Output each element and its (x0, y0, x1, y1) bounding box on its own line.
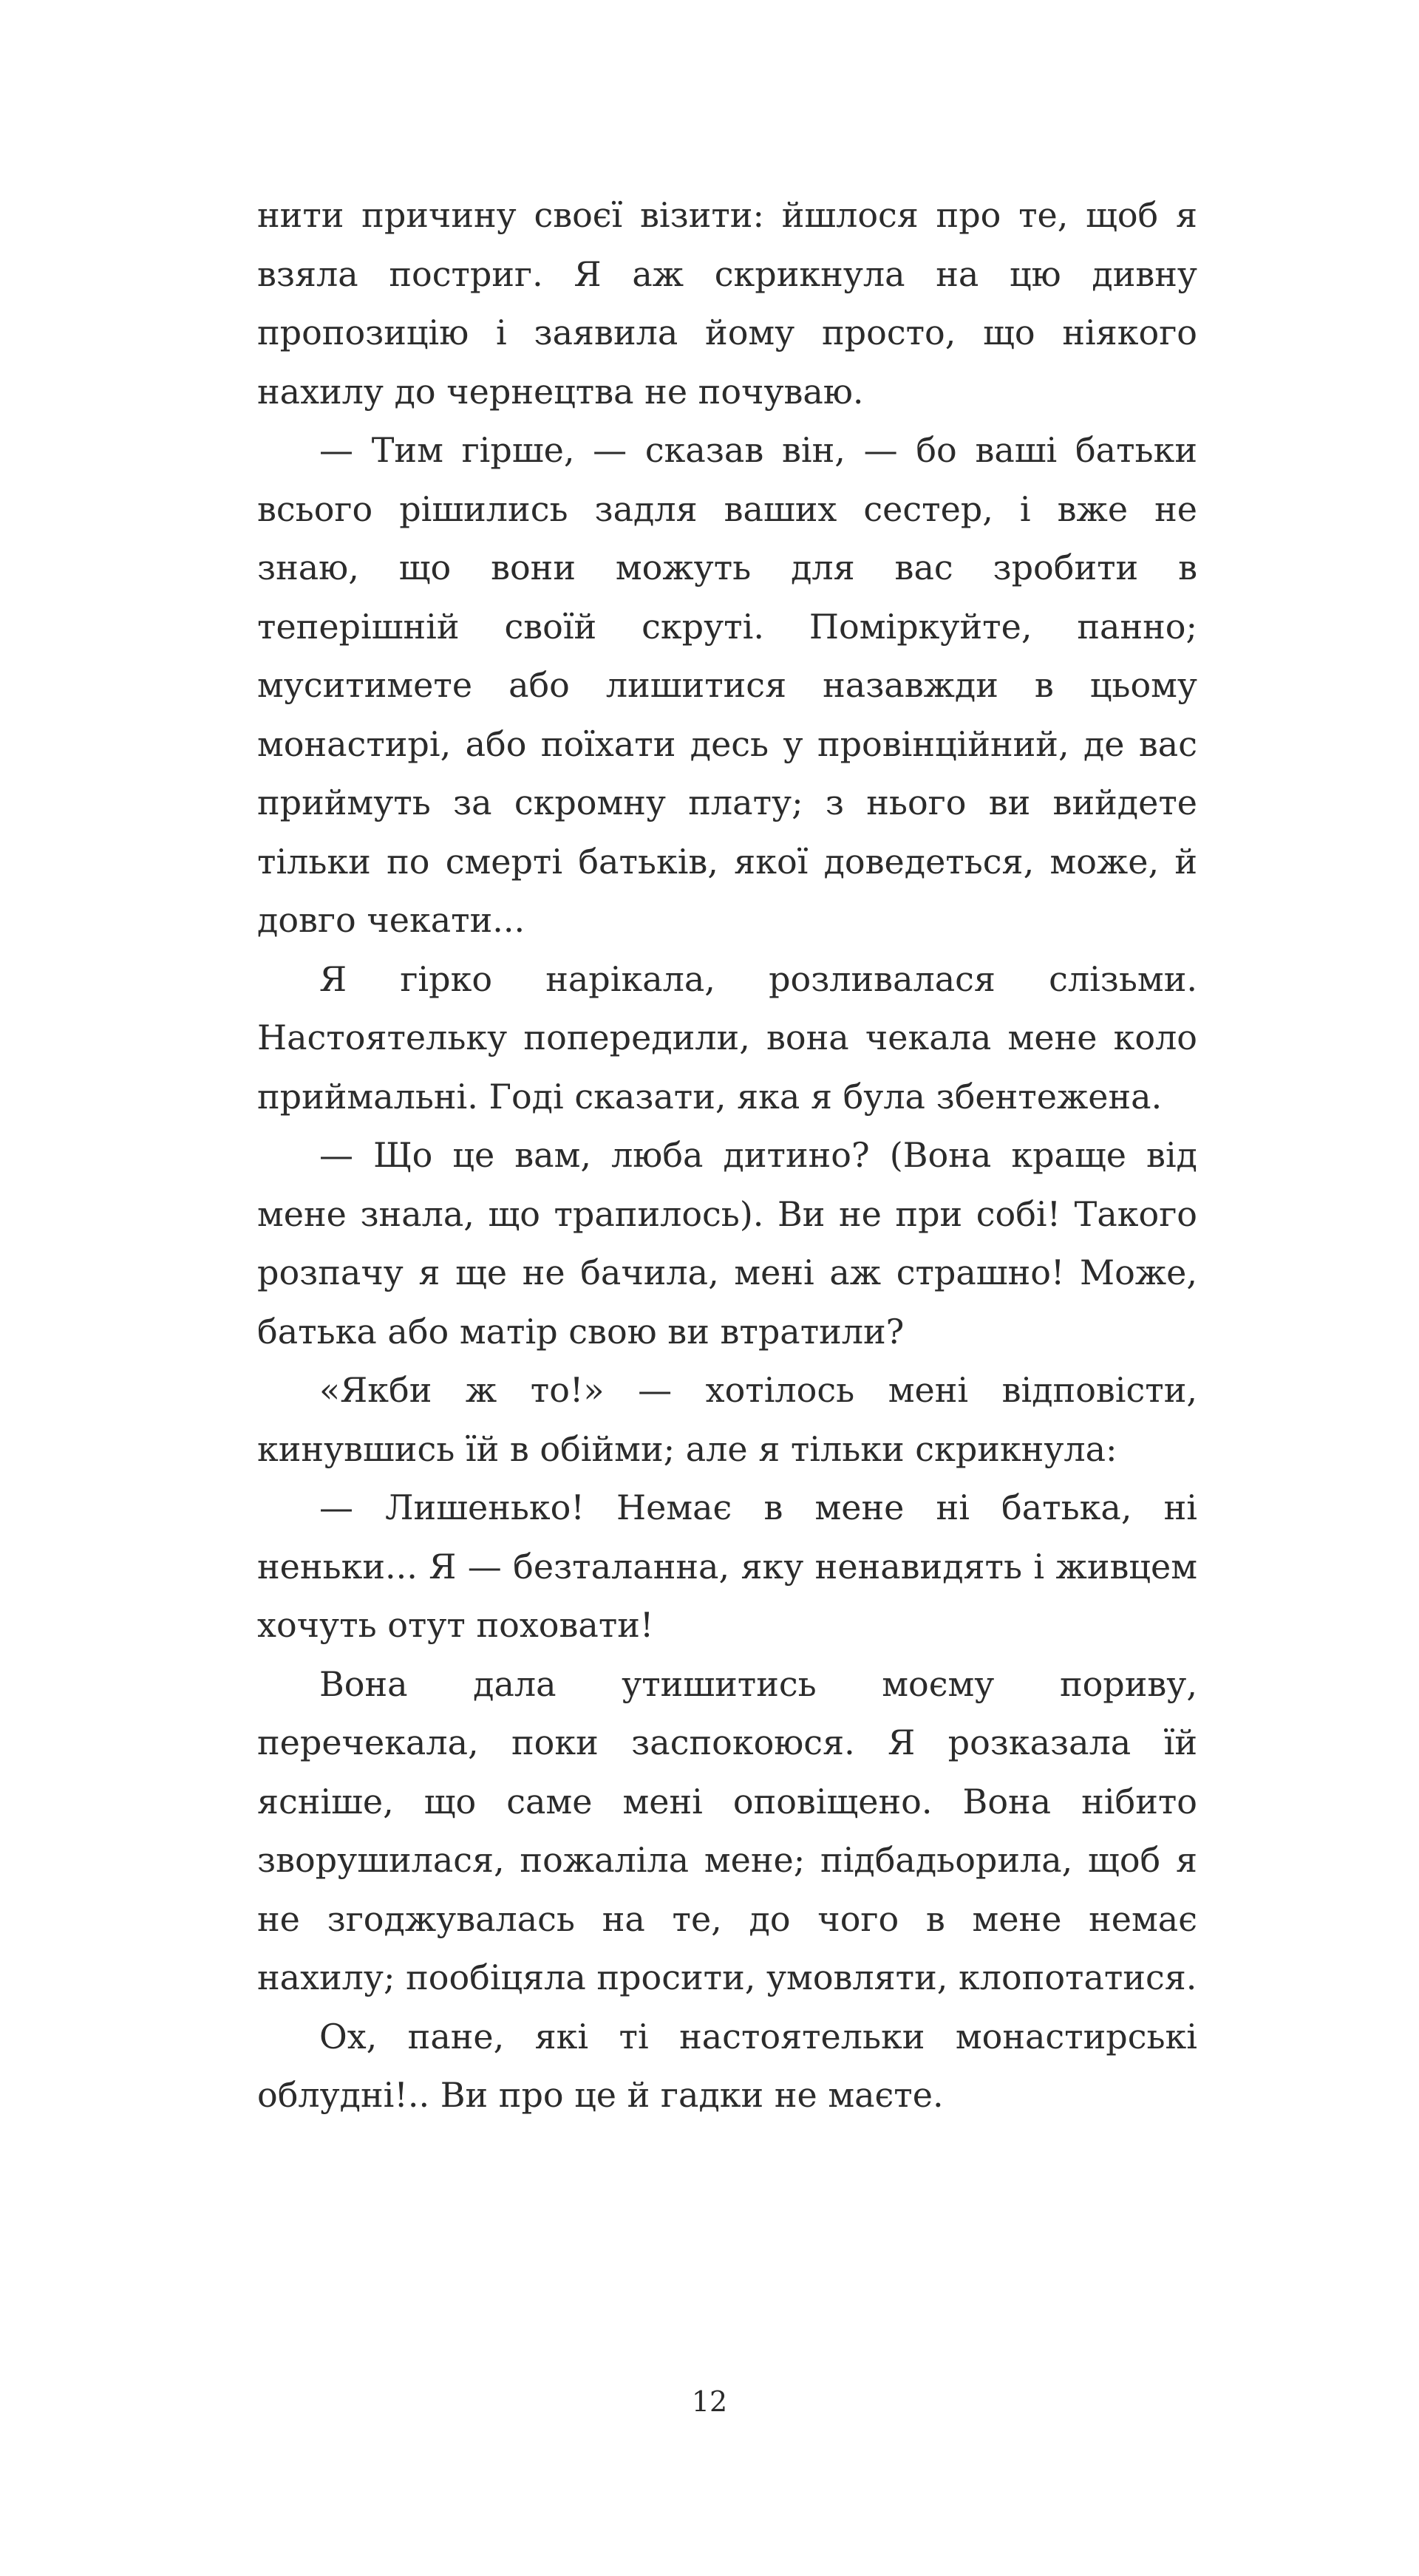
paragraph-closing-remark: Ох, пане, які ті настоятельки монастирські облудні!.. Ви про це й гадки не маєте. (257, 2016, 1197, 2115)
paragraph-dialogue-priest: — Тим гірше, — сказав він, — бо ваші батьки всього рішились задля ваших сестер, і вже не знаю, що вони можуть для вас зробити в теперішній своїй скруті. Поміркуйте, панно; муситимете або лишитися назавжди в цьому монастирі, або поїхати десь у провінційний, де вас приймуть за скромну плату; з нього ви вийдете тільки по смерті батьків, якої доведеться, може, й довго чекати... (257, 430, 1197, 940)
paragraph-dialogue-abbess: — Що це вам, люба дитино? (Вона краще від мене знала, що трапилось). Ви не при собі! Такого розпачу я ще не бачила, мені аж страшно! Може, батька або матір свою ви втратили? (257, 1135, 1197, 1352)
page-body-text (257, 186, 1197, 2125)
paragraph-inner-thought: «Якби ж то!» — хотілось мені відповісти, кинувшись їй в обійми; але я тільки скрикнула: (257, 1370, 1197, 1469)
paragraph-narration-weeping: Я гірко нарікала, розливалася слізьми. Настоятельку попередили, вона чекала мене коло приймальні. Годі сказати, яка я була збентежена. (257, 958, 1197, 1117)
paragraph-dialogue-outcry: — Лишенько! Немає в мене ні батька, ні неньки... Я — безталанна, яку ненавидять і живцем хочуть отут поховати! (257, 1488, 1197, 1645)
paragraph-narration-abbess: Вона дала утишитись моєму пориву, перечекала, поки заспокоюся. Я розказала їй ясніше, що саме мені оповіщено. Вона нібито зворушилася, пожаліла мене; підбадьорила, щоб я не згоджувалась на те, до чого в мене немає нахилу; пообіцяла просити, умовляти, клопотатися. (257, 1663, 1197, 1997)
page-number: 12 (691, 2385, 728, 2418)
paragraph-continuation: нити причину своєї візити: йшлося про те, щоб я взяла постриг. Я аж скрикнула на цю дивну пропозицію і заявила йому просто, що ніякого нахилу до чернецтва не почуваю. (257, 195, 1197, 412)
